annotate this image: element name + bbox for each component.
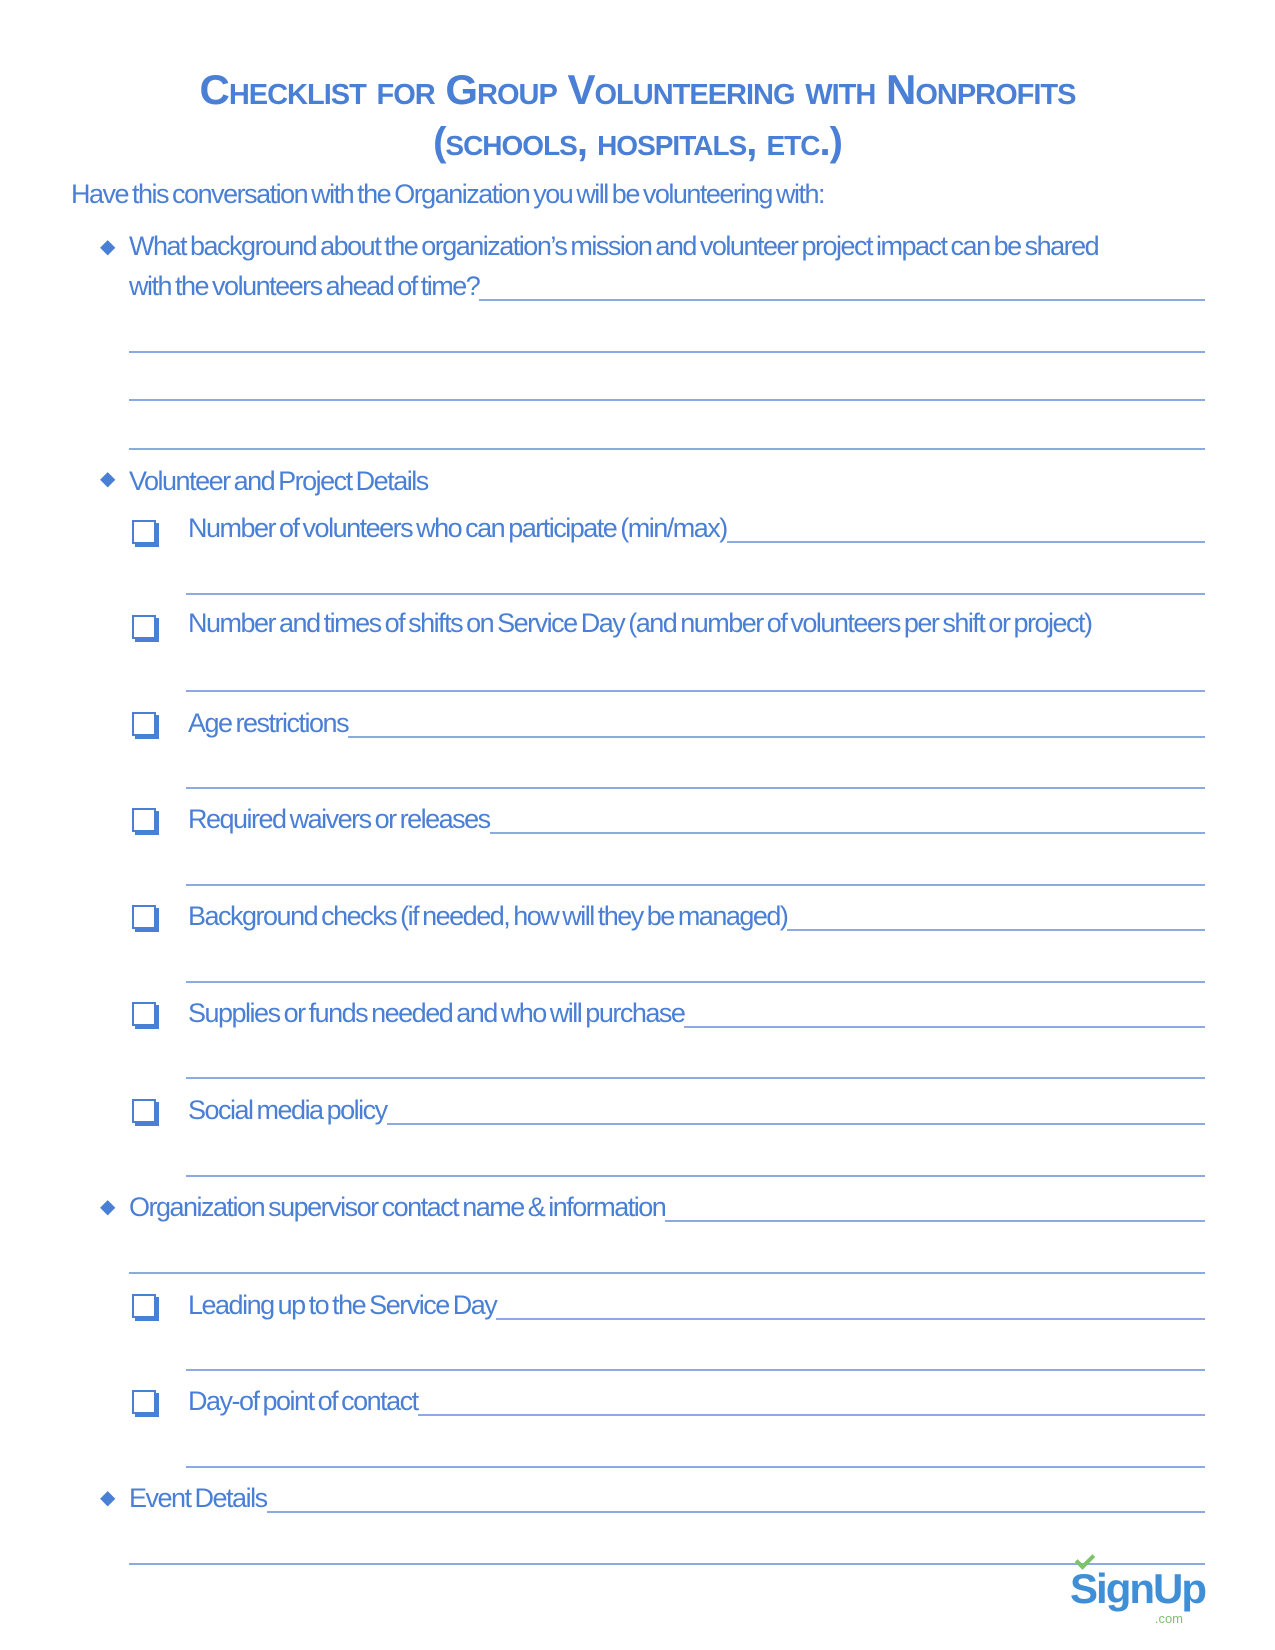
answer-line[interactable] <box>684 1026 1205 1028</box>
answer-line[interactable] <box>787 929 1205 931</box>
diamond-bullet-icon: ◆ <box>100 1487 116 1509</box>
checkbox[interactable] <box>132 520 156 544</box>
answer-line[interactable] <box>186 1077 1205 1079</box>
checklist-item <box>188 507 1205 547</box>
answer-line[interactable] <box>129 1563 1205 1565</box>
logo-text: SignUp <box>1070 1565 1205 1612</box>
answer-line[interactable] <box>479 299 1205 301</box>
contact-heading <box>129 1186 1205 1226</box>
signup-logo <box>1070 1566 1205 1626</box>
answer-line[interactable] <box>186 1175 1205 1177</box>
checkbox[interactable] <box>132 1294 156 1318</box>
section-heading-details <box>129 460 1205 500</box>
answer-line[interactable] <box>129 399 1205 401</box>
page-subtitle: (schools, hospitals, etc.) <box>433 120 842 164</box>
diamond-bullet-icon: ◆ <box>100 236 116 258</box>
item-label: Number of volunteers who can participate (min/max) <box>188 513 727 543</box>
checklist-item <box>188 895 1205 935</box>
checkbox[interactable] <box>132 712 156 736</box>
page-title: Checklist for Group Volunteering with Nonprofits <box>199 66 1076 113</box>
item-label: Background checks (if needed, how will they be managed) <box>188 901 788 931</box>
answer-line[interactable] <box>418 1414 1205 1416</box>
answer-line[interactable] <box>129 1272 1205 1274</box>
answer-line[interactable] <box>186 884 1205 886</box>
item-label: Social media policy <box>188 1095 387 1125</box>
checkbox[interactable] <box>132 808 156 832</box>
question-answer-field[interactable] <box>129 265 1205 305</box>
item-label: Age restrictions <box>188 708 349 738</box>
event-details <box>129 1477 1205 1517</box>
checkbox[interactable] <box>132 1099 156 1123</box>
item-label: Leading up to the Service Day <box>188 1290 497 1320</box>
checkbox[interactable] <box>132 1390 156 1414</box>
answer-line[interactable] <box>186 690 1205 692</box>
checklist-item <box>188 798 1205 838</box>
answer-line[interactable] <box>186 1369 1205 1371</box>
answer-line[interactable] <box>129 448 1205 450</box>
diamond-bullet-icon: ◆ <box>100 468 116 490</box>
answer-line[interactable] <box>186 593 1205 595</box>
checklist-item <box>188 702 1205 742</box>
answer-line[interactable] <box>348 736 1205 738</box>
answer-line[interactable] <box>186 787 1205 789</box>
checklist-item <box>188 992 1205 1032</box>
answer-line[interactable] <box>186 1466 1205 1468</box>
checklist-item <box>188 1380 1205 1420</box>
checklist-item <box>188 1284 1205 1324</box>
answer-line[interactable] <box>129 351 1205 353</box>
question-text-cont: with the volunteers ahead of time? <box>129 271 480 301</box>
answer-line[interactable] <box>267 1511 1205 1513</box>
checklist-item <box>188 1089 1205 1129</box>
question-text: What background about the organization’s mission and volunteer project impact can be shared <box>129 231 1099 261</box>
diamond-bullet-icon: ◆ <box>100 1196 116 1218</box>
item-label: Day-of point of contact <box>188 1386 418 1416</box>
item-label: Supplies or funds needed and who will purchase <box>188 998 685 1028</box>
checkbox[interactable] <box>132 905 156 929</box>
answer-line[interactable] <box>496 1318 1205 1320</box>
answer-line[interactable] <box>186 981 1205 983</box>
checkbox[interactable] <box>132 615 156 639</box>
section-heading-text: Volunteer and Project Details <box>129 466 428 496</box>
checkbox[interactable] <box>132 1002 156 1026</box>
section-heading-text: Organization supervisor contact name & information <box>129 1192 666 1222</box>
intro-text: Have this conversation with the Organization you will be volunteering with: <box>71 179 824 209</box>
answer-line[interactable] <box>727 541 1205 543</box>
item-label: Required waivers or releases <box>188 804 490 834</box>
item-label: Number and times of shifts on Service Day (and number of volunteers per shift or project) <box>188 608 1092 638</box>
answer-line[interactable] <box>665 1220 1205 1222</box>
logo-wordmark <box>1070 1566 1205 1612</box>
section-heading-text: Event Details <box>129 1483 267 1513</box>
checklist-item <box>188 602 1235 642</box>
logo-suffix: .com <box>1154 1611 1183 1626</box>
answer-line[interactable] <box>490 832 1205 834</box>
answer-line[interactable] <box>387 1123 1205 1125</box>
